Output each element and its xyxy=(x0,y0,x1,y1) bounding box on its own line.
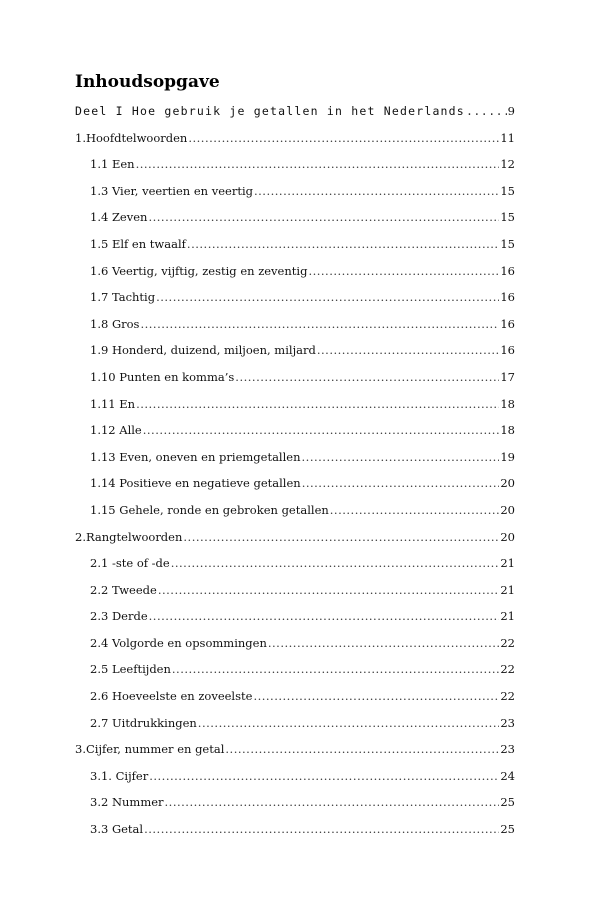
toc-entry-page-number: 16 xyxy=(500,290,515,305)
dot-leader xyxy=(136,157,500,171)
toc-entry-label: 1.7 Tachtig xyxy=(90,290,156,305)
toc-section-entry[interactable] xyxy=(75,689,515,716)
dot-leader xyxy=(140,317,499,331)
toc-entry-page-number: 20 xyxy=(500,529,515,544)
toc-entry-page-number: 15 xyxy=(500,183,515,198)
toc-entry-label: 1.3 Vier, veertien en veertig xyxy=(90,183,253,198)
toc-entry-page-number: 22 xyxy=(500,662,515,677)
toc-entry-page-number: 12 xyxy=(500,157,515,172)
dot-leader xyxy=(235,370,499,384)
toc-entry-page-number: 15 xyxy=(500,210,515,225)
toc-entry-page-number: 20 xyxy=(500,502,515,517)
dot-leader xyxy=(149,609,500,623)
toc-entry-page-number: 9 xyxy=(507,104,515,118)
dot-leader xyxy=(143,423,500,437)
dot-leader xyxy=(148,210,499,224)
toc-section-entry[interactable] xyxy=(75,769,515,796)
dot-leader xyxy=(330,503,500,517)
toc-entry-label: 1.14 Positieve en negatieve getallen xyxy=(90,476,301,491)
toc-entry-label: 1.5 Elf en twaalf xyxy=(90,236,186,251)
toc-entry-label: 3.2 Nummer xyxy=(90,795,164,810)
dot-leader xyxy=(466,104,507,118)
toc-entry-label: 1.15 Gehele, ronde en gebroken getallen xyxy=(90,502,329,517)
dot-leader xyxy=(187,237,499,251)
toc-entry-label: 1.1 Een xyxy=(90,157,135,172)
toc-entry-page-number: 23 xyxy=(500,715,515,730)
toc-entry-label: 2.3 Derde xyxy=(90,609,148,624)
toc-entry-page-number: 22 xyxy=(500,689,515,704)
toc-entry-label: 1.13 Even, oneven en priemgetallen xyxy=(90,449,301,464)
dot-leader xyxy=(149,769,499,783)
toc-entry-label: 2.5 Leeftijden xyxy=(90,662,171,677)
toc-entry-label: 2.6 Hoeveelste en zoveelste xyxy=(90,689,253,704)
toc-entry-label: 3.1. Cijfer xyxy=(90,768,149,783)
page-title: Inhoudsopgave xyxy=(75,72,220,92)
toc-entry-page-number: 25 xyxy=(500,822,515,837)
toc-section-entry[interactable] xyxy=(75,343,515,370)
toc-entry-page-number: 24 xyxy=(500,768,515,783)
toc-section-entry[interactable] xyxy=(75,210,515,237)
toc-part-entry[interactable] xyxy=(75,104,515,131)
toc-entry-label: 2.7 Uitdrukkingen xyxy=(90,715,197,730)
dot-leader xyxy=(254,184,499,198)
toc-entry-page-number: 21 xyxy=(500,556,515,571)
toc-entry-label: 2.Rangtelwoorden xyxy=(75,529,183,544)
dot-leader xyxy=(317,343,500,357)
toc-section-entry[interactable] xyxy=(75,157,515,184)
dot-leader xyxy=(308,264,499,278)
dot-leader xyxy=(198,716,500,730)
toc-entry-page-number: 22 xyxy=(500,635,515,650)
toc-entry-page-number: 16 xyxy=(500,263,515,278)
dot-leader xyxy=(171,556,500,570)
dot-leader xyxy=(158,583,500,597)
toc-entry-label: 2.4 Volgorde en opsommingen xyxy=(90,635,267,650)
dot-leader xyxy=(253,689,499,703)
toc-section-entry[interactable] xyxy=(75,795,515,822)
toc-section-entry[interactable] xyxy=(75,636,515,663)
toc-section-entry[interactable] xyxy=(75,583,515,610)
toc-section-entry[interactable] xyxy=(75,290,515,317)
toc-section-entry[interactable] xyxy=(75,184,515,211)
toc-entry-label: 3.Cijfer, nummer en getal xyxy=(75,742,225,757)
dot-leader xyxy=(183,530,499,544)
dot-leader xyxy=(156,290,499,304)
toc-entry-page-number: 21 xyxy=(500,582,515,597)
toc-entry-page-number: 17 xyxy=(500,369,515,384)
toc-section-entry[interactable] xyxy=(75,662,515,689)
toc-chapter-entry[interactable] xyxy=(75,131,515,158)
toc-entry-page-number: 16 xyxy=(500,343,515,358)
toc-entry-label: 1.11 En xyxy=(90,396,136,411)
toc-entry-page-number: 23 xyxy=(500,742,515,757)
toc-section-entry[interactable] xyxy=(75,556,515,583)
toc-entry-label: 1.9 Honderd, duizend, miljoen, miljard xyxy=(90,343,316,358)
toc-section-entry[interactable] xyxy=(75,716,515,743)
toc-entry-label: 2.2 Tweede xyxy=(90,582,157,597)
toc-section-entry[interactable] xyxy=(75,503,515,530)
dot-leader xyxy=(302,450,500,464)
toc-chapter-entry[interactable] xyxy=(75,530,515,557)
toc-entry-label: 2.1 -ste of -de xyxy=(90,556,170,571)
toc-section-entry[interactable] xyxy=(75,397,515,424)
toc-section-entry[interactable] xyxy=(75,317,515,344)
toc-entry-page-number: 21 xyxy=(500,609,515,624)
dot-leader xyxy=(188,131,499,145)
toc-section-entry[interactable] xyxy=(75,237,515,264)
toc-entry-label: 1.12 Alle xyxy=(90,423,142,438)
toc-entry-label: 3.3 Getal xyxy=(90,822,144,837)
toc-chapter-entry[interactable] xyxy=(75,742,515,769)
toc-section-entry[interactable] xyxy=(75,450,515,477)
toc-entry-label: Deel I Hoe gebruik je getallen in het Nederlands xyxy=(75,104,465,118)
toc-section-entry[interactable] xyxy=(75,476,515,503)
dot-leader xyxy=(225,742,499,756)
toc-entry-page-number: 15 xyxy=(500,236,515,251)
toc-entry-label: 1.6 Veertig, vijftig, zestig en zeventig xyxy=(90,263,308,278)
dot-leader xyxy=(268,636,500,650)
toc-entry-label: 1.Hoofdtelwoorden xyxy=(75,130,188,145)
toc-section-entry[interactable] xyxy=(75,609,515,636)
dot-leader xyxy=(172,662,499,676)
dot-leader xyxy=(144,822,499,836)
toc-entry-page-number: 18 xyxy=(500,423,515,438)
dot-leader xyxy=(302,476,500,490)
toc-entry-page-number: 11 xyxy=(500,130,515,145)
toc-entry-label: 1.4 Zeven xyxy=(90,210,148,225)
toc-section-entry[interactable] xyxy=(75,264,515,291)
dot-leader xyxy=(165,795,500,809)
toc-section-entry[interactable] xyxy=(75,423,515,450)
toc-entry-label: 1.8 Gros xyxy=(90,316,140,331)
toc-section-entry[interactable] xyxy=(75,822,515,849)
table-of-contents xyxy=(75,104,515,849)
dot-leader xyxy=(136,397,499,411)
toc-entry-label: 1.10 Punten en komma’s xyxy=(90,369,235,384)
toc-section-entry[interactable] xyxy=(75,370,515,397)
toc-entry-page-number: 16 xyxy=(500,316,515,331)
toc-entry-page-number: 20 xyxy=(500,476,515,491)
toc-entry-page-number: 18 xyxy=(500,396,515,411)
toc-entry-page-number: 25 xyxy=(500,795,515,810)
toc-entry-page-number: 19 xyxy=(500,449,515,464)
